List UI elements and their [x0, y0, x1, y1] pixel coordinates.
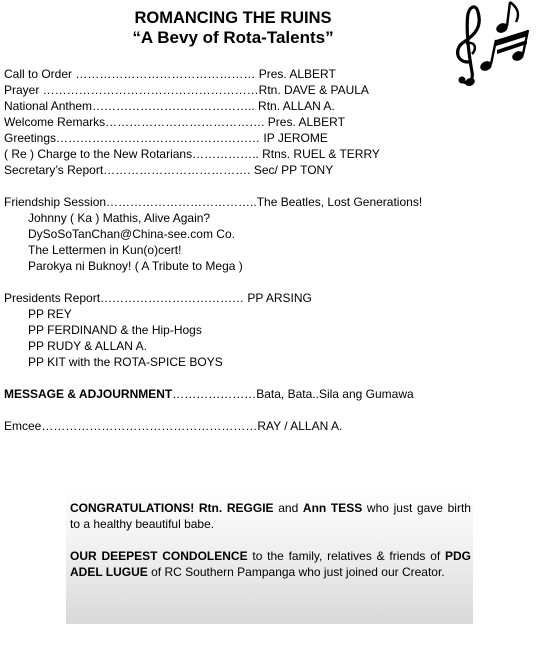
friendship-item: Johnny ( Ka ) Mathis, Alive Again? — [28, 211, 211, 225]
congratulations-note — [70, 500, 471, 532]
message-detail: …………………Bata, Bata..Sila ang Gumawa — [172, 387, 414, 401]
program-secretary-report: Secretary’s Report………………………………. Sec/ PP TONY — [4, 163, 334, 177]
announcements-box — [66, 488, 473, 624]
program-greetings: Greetings…………………………………………… IP JEROME — [4, 131, 328, 145]
music-notes-icon — [446, 0, 540, 90]
page-subtitle: “A Bevy of Rota-Talents” — [132, 28, 334, 47]
condolence-note — [70, 548, 471, 580]
page-title: ROMANCING THE RUINS — [134, 9, 332, 27]
message-adjournment — [4, 387, 414, 402]
program-call-to-order: Call to Order ……………………………………… Pres. ALBERT — [4, 67, 336, 81]
congrats-and: and — [273, 501, 303, 515]
presidents-item: PP RUDY & ALLAN A. — [28, 339, 147, 353]
congrats-name-1: Rtn. REGGIE — [198, 501, 274, 515]
presidents-item: PP FERDINAND & the Hip-Hogs — [28, 323, 202, 337]
program-national-anthem: National Anthem………………………………….. Rtn. ALLAN A. — [4, 99, 335, 113]
program-welcome-remarks: Welcome Remarks…………………………………. Pres. ALBERT — [4, 115, 345, 129]
presidents-item: PP KIT with the ROTA-SPICE BOYS — [28, 355, 223, 369]
condolence-heading: OUR DEEPEST CONDOLENCE — [70, 549, 248, 563]
congrats-text: who just gave birth to a healthy beautiful babe. — [70, 501, 471, 531]
message-label: MESSAGE & ADJOURNMENT — [4, 387, 173, 401]
condolence-name: PDG ADEL LUGUE — [70, 549, 471, 579]
presidents-item: PP REY — [28, 307, 72, 321]
congrats-heading: CONGRATULATIONS! — [70, 501, 195, 515]
friendship-item: The Lettermen in Kun(o)cert! — [28, 243, 182, 257]
friendship-item: Parokya ni Buknoy! ( A Tribute to Mega ) — [28, 259, 243, 273]
friendship-item: DySoSoTanChan@China-see.com Co. — [28, 227, 235, 241]
condolence-text-2: of RC Southern Pampanga who just joined our Creator. — [147, 565, 445, 579]
presidents-report: Presidents Report……………………………… PP ARSING — [4, 291, 312, 305]
emcee: Emcee………………………………………………RAY / ALLAN A. — [4, 419, 343, 433]
program-charge: ( Re ) Charge to the New Rotarians…………….. Rtns. RUEL & TERRY — [4, 147, 380, 161]
program-prayer: Prayer ………………………………………………Rtn. DAVE & PAULA — [4, 83, 369, 97]
condolence-text-1: to the family, relatives & friends of — [247, 549, 445, 563]
congrats-name-2: Ann TESS — [302, 501, 363, 515]
friendship-session: Friendship Session………………………………..The Beatles, Lost Generations! — [4, 195, 423, 209]
